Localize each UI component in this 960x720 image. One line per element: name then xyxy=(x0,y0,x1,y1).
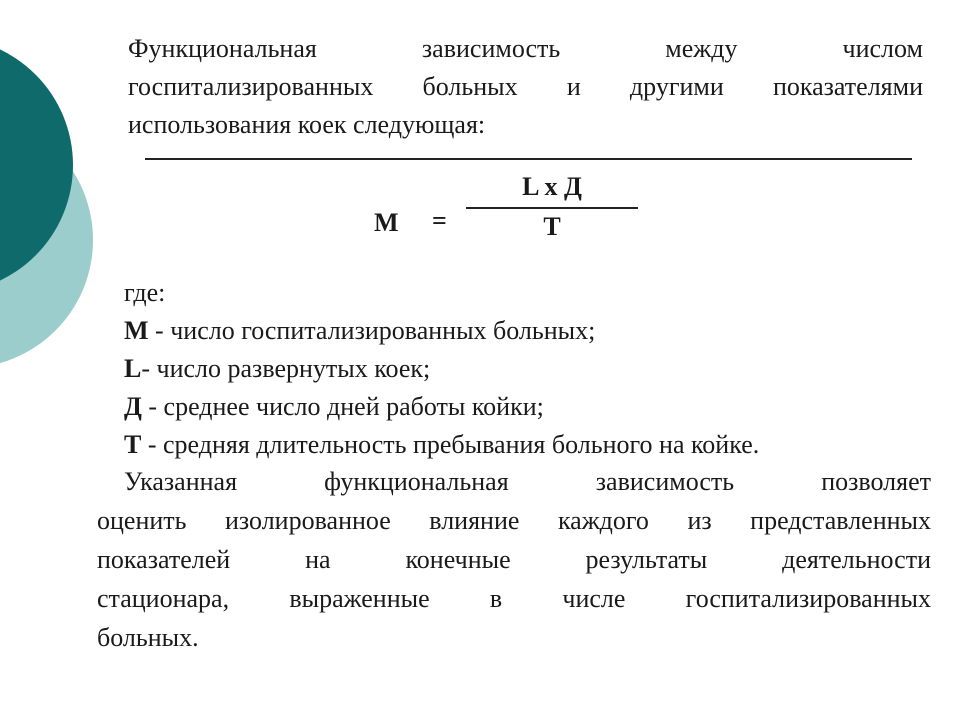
definition-item xyxy=(124,426,759,464)
definition-item xyxy=(124,312,759,350)
title-divider xyxy=(145,158,912,160)
title-line-3: использования коек следующая: xyxy=(128,110,486,139)
formula-denominator: Т xyxy=(543,212,561,241)
fraction-bar xyxy=(466,207,638,209)
definition-item xyxy=(124,388,759,426)
definitions-intro: где: xyxy=(124,278,166,307)
decorative-circles xyxy=(0,0,120,400)
conclusion-line-5: больных. xyxy=(97,623,199,652)
conclusion-line-1: Указанная функциональная зависимость позволяет xyxy=(124,467,931,496)
title-line-2: госпитализированных больных и другими показателями xyxy=(128,72,923,101)
conclusion-line-2: оценить изолированное влияние каждого из представленных xyxy=(97,506,931,535)
definition-symbol: Д xyxy=(124,392,142,421)
definition-text: - среднее число дней работы койки; xyxy=(141,392,544,421)
definition-symbol: М xyxy=(124,316,149,345)
formula-lhs: M xyxy=(374,208,399,237)
conclusion-paragraph xyxy=(97,462,931,657)
definition-item xyxy=(124,350,759,388)
definitions-list xyxy=(124,274,759,464)
definition-symbol: Т xyxy=(124,430,142,459)
definition-text: - число развернутых коек; xyxy=(141,354,431,383)
title-line-1: Функциональная зависимость между числом xyxy=(128,34,923,63)
formula-equals: = xyxy=(432,206,447,235)
conclusion-line-4: стационара, выраженные в числе госпитализированных xyxy=(97,584,931,613)
formula-numerator: L х Д xyxy=(522,172,582,201)
definition-symbol: L xyxy=(124,354,142,383)
definition-text: - средняя длительность пребывания больного на койке. xyxy=(141,430,760,459)
definition-text: - число госпитализированных больных; xyxy=(148,316,596,345)
slide-title xyxy=(128,30,923,144)
conclusion-line-3: показателей на конечные результаты деятельности xyxy=(97,545,931,574)
